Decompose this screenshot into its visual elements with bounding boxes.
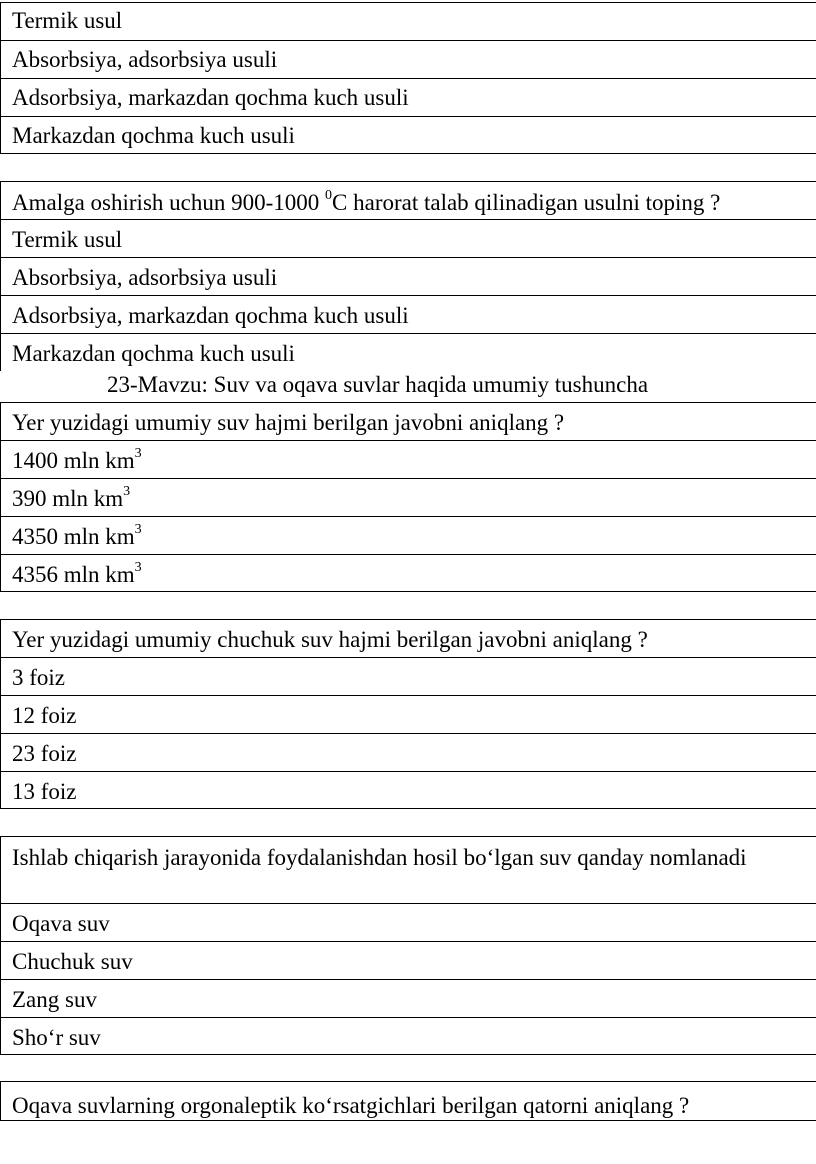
question-table-3 [0, 402, 816, 592]
option-text: Sho‘r suv [12, 1025, 101, 1050]
option-row [0, 516, 816, 554]
option-row [0, 333, 816, 371]
option-row [0, 116, 816, 154]
option-text: Markazdan qochma kuch usuli [12, 341, 295, 366]
option-text: Adsorbsiya, markazdan qochma kuch usuli [12, 303, 409, 328]
option-text: Zang suv [12, 987, 97, 1012]
answer-table-1 [0, 2, 816, 154]
question-text: Amalga oshirish uchun 900-1000 $^0$C harorat talab qilinadigan usulni toping ? [12, 188, 721, 215]
option-row [0, 295, 816, 333]
option-text: 1400 mln $km^3$ [12, 446, 142, 473]
question-table-5 [0, 836, 816, 1055]
option-text: 12 foiz [12, 703, 77, 728]
option-row [0, 478, 816, 516]
option-row [0, 219, 816, 257]
option-row [0, 1017, 816, 1055]
question-text: Yer yuzidagi umumiy chuchuk suv hajmi berilgan javobni aniqlang ? [12, 627, 648, 652]
section-heading: 23-Mavzu: Suv va oqava suvlar haqida umumiy tushuncha [107, 372, 649, 397]
option-text: 4350 mln $km^3$ [12, 522, 142, 549]
option-text: Oqava suv [12, 911, 110, 936]
option-text: Markazdan qochma kuch usuli [12, 123, 295, 148]
option-row [0, 733, 816, 771]
question-table-4 [0, 619, 816, 809]
option-text: 4356 mln $km^3$ [12, 560, 142, 587]
question-text: Yer yuzidagi umumiy suv hajmi berilgan javobni aniqlang ? [12, 410, 565, 435]
option-row [0, 771, 816, 809]
option-text: 390 mln $km^3$ [12, 484, 131, 511]
option-row [0, 903, 816, 941]
question-row [0, 402, 816, 440]
option-row [0, 78, 816, 116]
option-row [0, 257, 816, 295]
option-text: Chuchuk suv [12, 949, 133, 974]
option-row [0, 40, 816, 78]
question-text: Ishlab chiqarish jarayonida foydalanishdan hosil bo‘lgan suv qanday nomlanadi [12, 845, 747, 870]
question-row [0, 619, 816, 657]
option-row [0, 2, 816, 40]
question-table-2 [0, 181, 816, 371]
question-table-6 [0, 1081, 816, 1121]
option-row [0, 657, 816, 695]
option-row [0, 941, 816, 979]
option-row [0, 695, 816, 733]
option-text: Absorbsiya, adsorbsiya usuli [12, 265, 278, 290]
option-text: 13 foiz [12, 779, 77, 804]
option-text: Termik usul [12, 227, 123, 252]
option-text: Adsorbsiya, markazdan qochma kuch usuli [12, 85, 409, 110]
question-row [0, 1081, 816, 1121]
option-row [0, 979, 816, 1017]
question-row [0, 181, 816, 219]
option-text: Termik usul [12, 8, 123, 33]
question-row [0, 836, 816, 903]
question-text: Oqava suvlarning orgonaleptik ko‘rsatgichlari berilgan qatorni aniqlang ? [12, 1093, 690, 1118]
option-text: 3 foiz [12, 665, 66, 690]
option-row [0, 440, 816, 478]
option-text: Absorbsiya, adsorbsiya usuli [12, 47, 278, 72]
option-text: 23 foiz [12, 741, 77, 766]
option-row [0, 554, 816, 592]
